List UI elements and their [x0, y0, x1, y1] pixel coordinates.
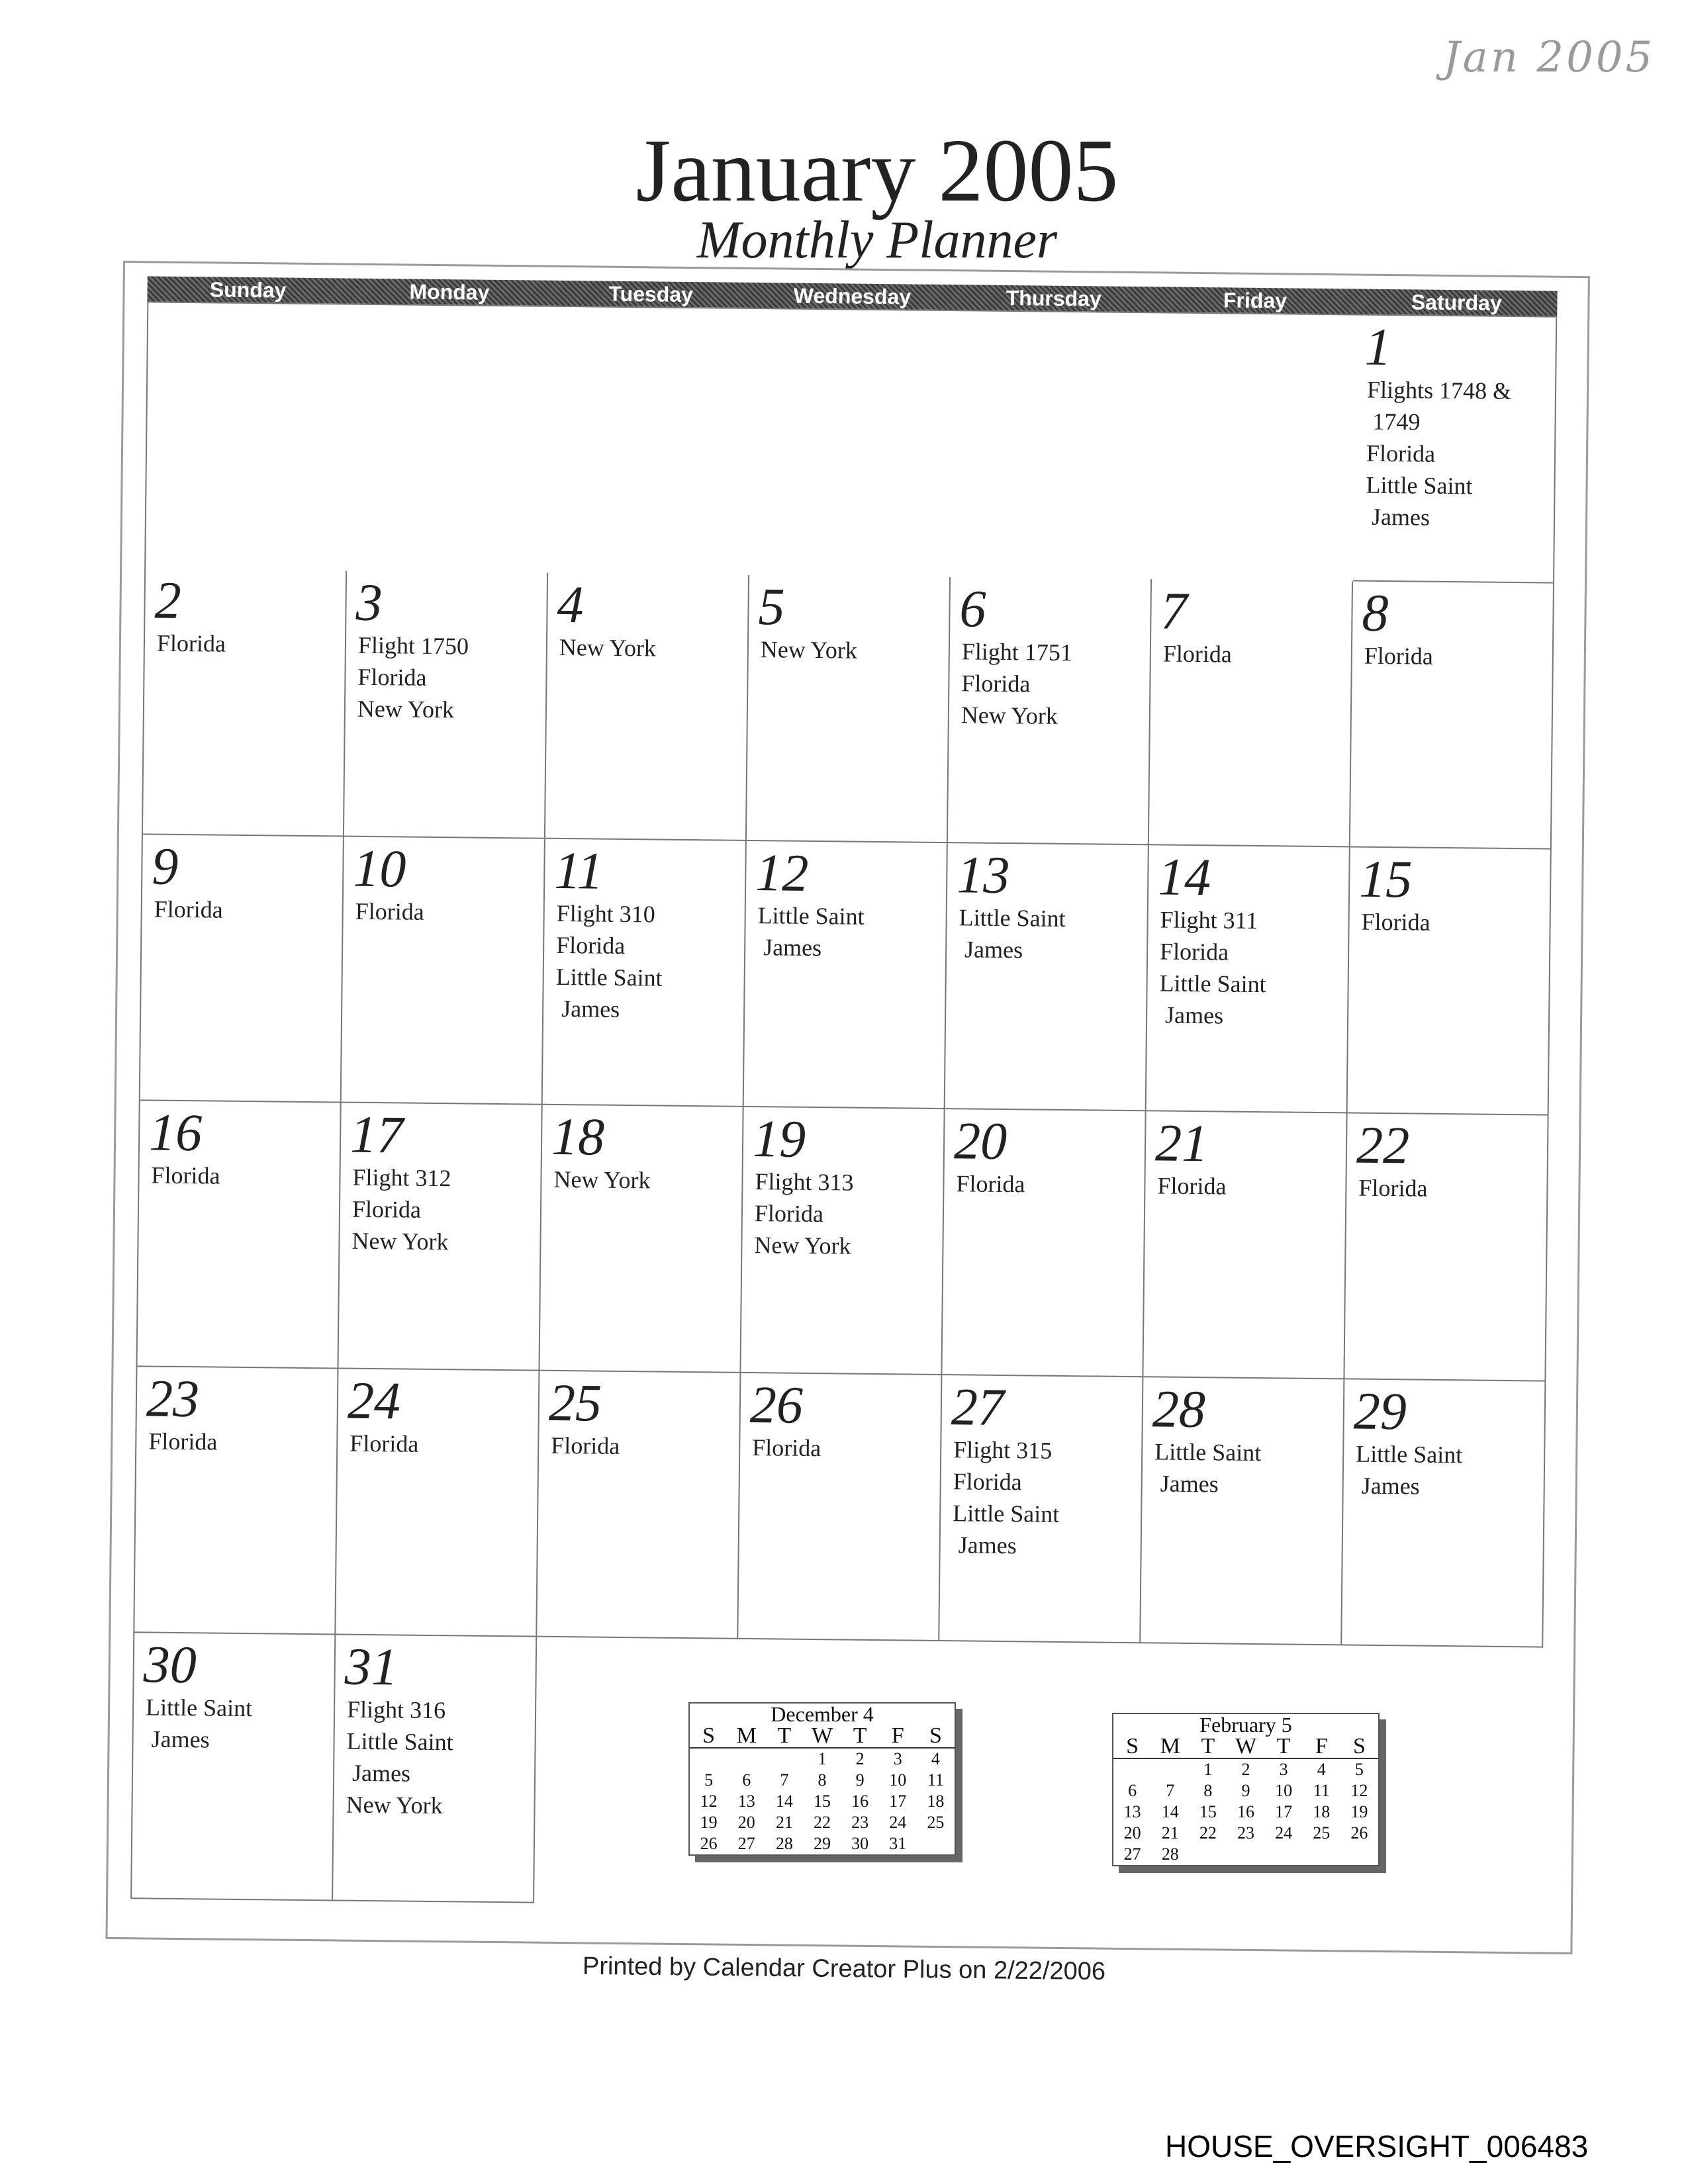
- mini-day: 14: [1161, 1802, 1179, 1821]
- mini-day: 23: [851, 1813, 869, 1832]
- day-cell: [1149, 579, 1353, 847]
- mini-day: 16: [851, 1792, 869, 1811]
- day-cell: [945, 843, 1149, 1111]
- mini-day: 5: [1354, 1760, 1364, 1779]
- mini-day: 31: [889, 1834, 907, 1853]
- mini-weekday: S: [702, 1723, 716, 1748]
- day-event: Florida: [555, 931, 626, 959]
- day-number: 25: [548, 1373, 602, 1433]
- bates-stamp: HOUSE_OVERSIGHT_006483: [1165, 2129, 1589, 2163]
- mini-calendar-title: December 4: [771, 1702, 874, 1726]
- day-event: Flights 1748 & 1749: [1366, 376, 1512, 435]
- weekday-monday: Monday: [409, 279, 490, 304]
- day-cell: [543, 839, 747, 1107]
- empty-cell: [951, 311, 1154, 579]
- mini-day: 4: [1317, 1760, 1326, 1779]
- day-event: Little Saint James: [1365, 471, 1473, 531]
- mini-day: 8: [818, 1770, 827, 1790]
- day-cell: [744, 841, 948, 1109]
- day-event: Little Saint James: [952, 1500, 1060, 1559]
- mini-day: 13: [1123, 1802, 1141, 1821]
- day-cell: [1344, 1113, 1548, 1381]
- day-cell: [137, 1101, 341, 1369]
- day-event: New York: [346, 1791, 443, 1819]
- day-cell: [132, 1633, 336, 1901]
- day-number: 23: [146, 1369, 200, 1429]
- mini-day: 19: [700, 1813, 718, 1832]
- day-cell: [1353, 316, 1557, 584]
- mini-day: 25: [1313, 1823, 1331, 1843]
- mini-calendar-days: [1113, 1759, 1378, 1865]
- day-event: Florida: [1358, 1174, 1428, 1202]
- day-event: Little Saint James: [346, 1727, 453, 1787]
- day-number: 1: [1364, 318, 1392, 377]
- mini-day: 22: [1199, 1823, 1217, 1843]
- mini-day: 3: [893, 1749, 902, 1768]
- day-number: 29: [1353, 1382, 1407, 1441]
- day-number: 20: [953, 1112, 1008, 1171]
- mini-day: 12: [700, 1792, 718, 1811]
- print-footer: Printed by Calendar Creator Plus on 2/22/2006: [582, 1952, 1106, 1986]
- mini-day: 10: [1275, 1781, 1293, 1800]
- day-event: Florida: [1157, 1172, 1227, 1200]
- mini-day: 1: [818, 1749, 827, 1768]
- day-event: New York: [754, 1232, 851, 1259]
- mini-day: 4: [931, 1749, 940, 1768]
- weekday-thursday: Thursday: [1006, 285, 1102, 311]
- handwritten-note: Jan 2005: [1443, 33, 1656, 82]
- mini-day: 2: [1241, 1760, 1250, 1779]
- day-event: Flight 315: [953, 1436, 1053, 1464]
- day-event: Florida: [1159, 938, 1229, 966]
- day-event: Florida: [352, 1195, 422, 1223]
- day-event: Florida: [154, 895, 223, 923]
- day-number: 18: [551, 1107, 605, 1167]
- mini-day: 3: [1279, 1760, 1288, 1779]
- mini-blank: [1113, 1759, 1151, 1780]
- mini-day: 24: [1275, 1823, 1293, 1843]
- day-number: 26: [749, 1376, 804, 1435]
- day-number: 15: [1358, 850, 1413, 909]
- mini-weekday: S: [1352, 1734, 1366, 1758]
- day-number: 17: [350, 1105, 404, 1165]
- day-event: Florida: [1364, 642, 1434, 670]
- day-number: 19: [752, 1110, 806, 1169]
- mini-day: 28: [1161, 1844, 1179, 1864]
- empty-cell: [749, 309, 953, 577]
- day-cell: [336, 1369, 539, 1637]
- day-cell: [1141, 1377, 1344, 1645]
- mini-day: 22: [813, 1813, 831, 1832]
- day-number: 30: [143, 1635, 197, 1695]
- mini-day: 21: [775, 1813, 793, 1832]
- day-number: 6: [959, 580, 987, 639]
- day-cell: [738, 1373, 942, 1641]
- day-cell: [134, 1367, 338, 1635]
- day-event: New York: [553, 1165, 651, 1194]
- mini-day: 17: [1275, 1802, 1293, 1821]
- mini-day: 10: [889, 1770, 907, 1790]
- page-title: January 2005: [635, 121, 1119, 220]
- mini-calendar-weekdays: [1113, 1735, 1378, 1759]
- day-event: New York: [559, 633, 657, 662]
- day-event: Flight 312: [352, 1163, 451, 1192]
- mini-weekday: M: [736, 1723, 757, 1748]
- mini-weekday: F: [891, 1723, 904, 1748]
- mini-day: 17: [889, 1792, 907, 1811]
- day-number: 31: [344, 1637, 399, 1697]
- day-cell: [537, 1371, 741, 1639]
- day-number: 9: [151, 837, 179, 896]
- mini-day: 20: [1123, 1823, 1141, 1843]
- day-event: New York: [352, 1227, 449, 1255]
- mini-day: 7: [780, 1770, 789, 1790]
- day-event: Florida: [350, 1430, 419, 1457]
- day-event: Florida: [961, 670, 1031, 698]
- month-grid: [130, 301, 1557, 1913]
- calendar-frame: [105, 261, 1589, 1954]
- mini-weekday: F: [1315, 1734, 1328, 1758]
- day-event: Florida: [1162, 640, 1233, 668]
- mini-day: 8: [1203, 1781, 1213, 1800]
- day-cell: [539, 1105, 743, 1373]
- mini-day: 14: [775, 1792, 793, 1811]
- mini-blank: [690, 1749, 727, 1770]
- empty-cell: [146, 302, 350, 570]
- mini-day: 12: [1350, 1781, 1368, 1800]
- mini-day: 19: [1350, 1802, 1368, 1821]
- weekday-wednesday: Wednesday: [793, 283, 912, 309]
- day-number: 28: [1152, 1380, 1206, 1439]
- mini-day: 5: [704, 1770, 714, 1790]
- weekday-sunday: Sunday: [209, 277, 287, 302]
- day-event: Florida: [355, 897, 424, 925]
- mini-weekday: W: [1235, 1734, 1257, 1758]
- day-cell: [942, 1109, 1146, 1377]
- day-event: Little Saint James: [958, 904, 1066, 964]
- day-event: Flight 1750: [357, 631, 469, 660]
- weekday-friday: Friday: [1223, 288, 1288, 313]
- day-number: 7: [1160, 582, 1188, 641]
- day-number: 8: [1362, 584, 1389, 643]
- weekday-tuesday: Tuesday: [608, 281, 694, 307]
- day-number: 14: [1157, 848, 1211, 907]
- day-event: Flight 310: [556, 899, 655, 928]
- mini-day: 27: [1123, 1844, 1141, 1864]
- day-cell: [939, 1375, 1143, 1643]
- day-number: 12: [755, 844, 809, 903]
- mini-day: 28: [775, 1834, 793, 1853]
- mini-day: 16: [1237, 1802, 1254, 1821]
- mini-day: 21: [1161, 1823, 1179, 1843]
- day-cell: [338, 1103, 542, 1371]
- day-event: Little Saint James: [1158, 970, 1266, 1029]
- mini-weekday: T: [777, 1723, 792, 1748]
- mini-weekday: T: [853, 1723, 867, 1748]
- mini-weekday: T: [1201, 1734, 1215, 1758]
- day-event: Flight 1751: [961, 638, 1073, 666]
- mini-calendar-days: [690, 1749, 955, 1854]
- day-cell: [948, 577, 1152, 845]
- mini-day: 25: [927, 1813, 945, 1832]
- day-event: Little Saint James: [555, 963, 663, 1023]
- mini-day: 27: [737, 1834, 755, 1853]
- day-event: Florida: [357, 663, 427, 691]
- day-number: 3: [355, 573, 383, 633]
- day-event: Florida: [754, 1200, 824, 1228]
- mini-day: 6: [1128, 1781, 1137, 1800]
- mini-day: 15: [1199, 1802, 1217, 1821]
- mini-calendar-weekdays: [690, 1725, 955, 1749]
- day-number: 2: [154, 571, 182, 630]
- day-cell: [342, 837, 545, 1105]
- mini-day: 2: [855, 1749, 865, 1768]
- mini-day: 13: [737, 1792, 755, 1811]
- empty-cell: [1152, 313, 1356, 581]
- empty-cell: [347, 305, 551, 573]
- day-cell: [333, 1635, 537, 1903]
- mini-calendar-february: [1112, 1713, 1380, 1866]
- mini-day: 23: [1237, 1823, 1254, 1843]
- mini-day: 29: [813, 1834, 831, 1853]
- mini-weekday: S: [1126, 1734, 1139, 1758]
- mini-day: 7: [1166, 1781, 1175, 1800]
- day-cell: [143, 569, 347, 837]
- day-number: 16: [148, 1103, 203, 1163]
- mini-day: 18: [927, 1792, 945, 1811]
- mini-calendar-december: [688, 1702, 956, 1856]
- mini-calendar-title: February 5: [1199, 1713, 1292, 1737]
- mini-day: 9: [855, 1770, 865, 1790]
- mini-day: 26: [1350, 1823, 1368, 1843]
- day-event: New York: [961, 702, 1058, 729]
- day-cell: [741, 1107, 945, 1375]
- mini-day: 18: [1313, 1802, 1331, 1821]
- mini-day: 9: [1241, 1781, 1250, 1800]
- empty-cell: [548, 307, 752, 575]
- day-event: New York: [357, 695, 455, 723]
- day-cell: [1342, 1379, 1546, 1647]
- day-event: Flight 316: [346, 1696, 446, 1724]
- mini-day: 15: [813, 1792, 831, 1811]
- day-cell: [140, 835, 344, 1103]
- day-event: Little Saint James: [1355, 1440, 1463, 1500]
- day-cell: [545, 573, 749, 841]
- page-subtitle: Monthly Planner: [696, 211, 1058, 269]
- day-event: Flight 313: [755, 1168, 854, 1196]
- empty-cell: [937, 1641, 1141, 1909]
- day-event: Florida: [148, 1428, 218, 1455]
- mini-day: 1: [1203, 1760, 1213, 1779]
- day-event: Florida: [1361, 908, 1430, 936]
- day-cell: [1350, 581, 1554, 849]
- mini-day: 6: [742, 1770, 751, 1790]
- day-event: Flight 311: [1160, 906, 1258, 934]
- day-number: 5: [758, 578, 786, 637]
- day-event: Little Saint James: [757, 902, 865, 962]
- day-number: 27: [951, 1378, 1005, 1437]
- mini-blank: [765, 1749, 803, 1770]
- mini-blank: [727, 1749, 765, 1770]
- day-event: Little Saint James: [145, 1694, 253, 1753]
- day-event: Florida: [151, 1161, 220, 1189]
- day-event: New York: [760, 636, 858, 664]
- day-number: 10: [352, 839, 406, 899]
- mini-weekday: T: [1276, 1734, 1291, 1758]
- mini-blank: [1151, 1759, 1189, 1780]
- mini-day: 26: [700, 1834, 718, 1853]
- day-event: Florida: [752, 1434, 821, 1462]
- day-number: 11: [553, 841, 604, 901]
- mini-day: 24: [889, 1813, 907, 1832]
- mini-day: 30: [851, 1834, 869, 1853]
- mini-weekday: M: [1160, 1734, 1180, 1758]
- day-number: 22: [1356, 1116, 1410, 1175]
- mini-day: 20: [737, 1813, 755, 1832]
- day-event: Florida: [953, 1468, 1022, 1496]
- day-cell: [1143, 1111, 1347, 1379]
- day-number: 13: [956, 846, 1010, 905]
- mini-weekday: W: [811, 1723, 833, 1748]
- day-event: Florida: [156, 629, 226, 657]
- day-event: Florida: [551, 1432, 620, 1459]
- day-cell: [1348, 847, 1552, 1115]
- day-event: Florida: [956, 1170, 1025, 1198]
- day-number: 4: [557, 575, 585, 635]
- mini-day: 11: [927, 1770, 944, 1790]
- day-number: 21: [1154, 1114, 1209, 1173]
- mini-day: 11: [1313, 1781, 1330, 1800]
- mini-weekday: S: [929, 1723, 942, 1748]
- day-event: Florida: [1366, 439, 1436, 467]
- day-number: 24: [347, 1371, 401, 1431]
- day-cell: [344, 571, 548, 839]
- day-event: Little Saint James: [1154, 1438, 1262, 1498]
- day-cell: [1147, 845, 1350, 1113]
- weekday-saturday: Saturday: [1411, 290, 1502, 315]
- day-cell: [747, 575, 951, 843]
